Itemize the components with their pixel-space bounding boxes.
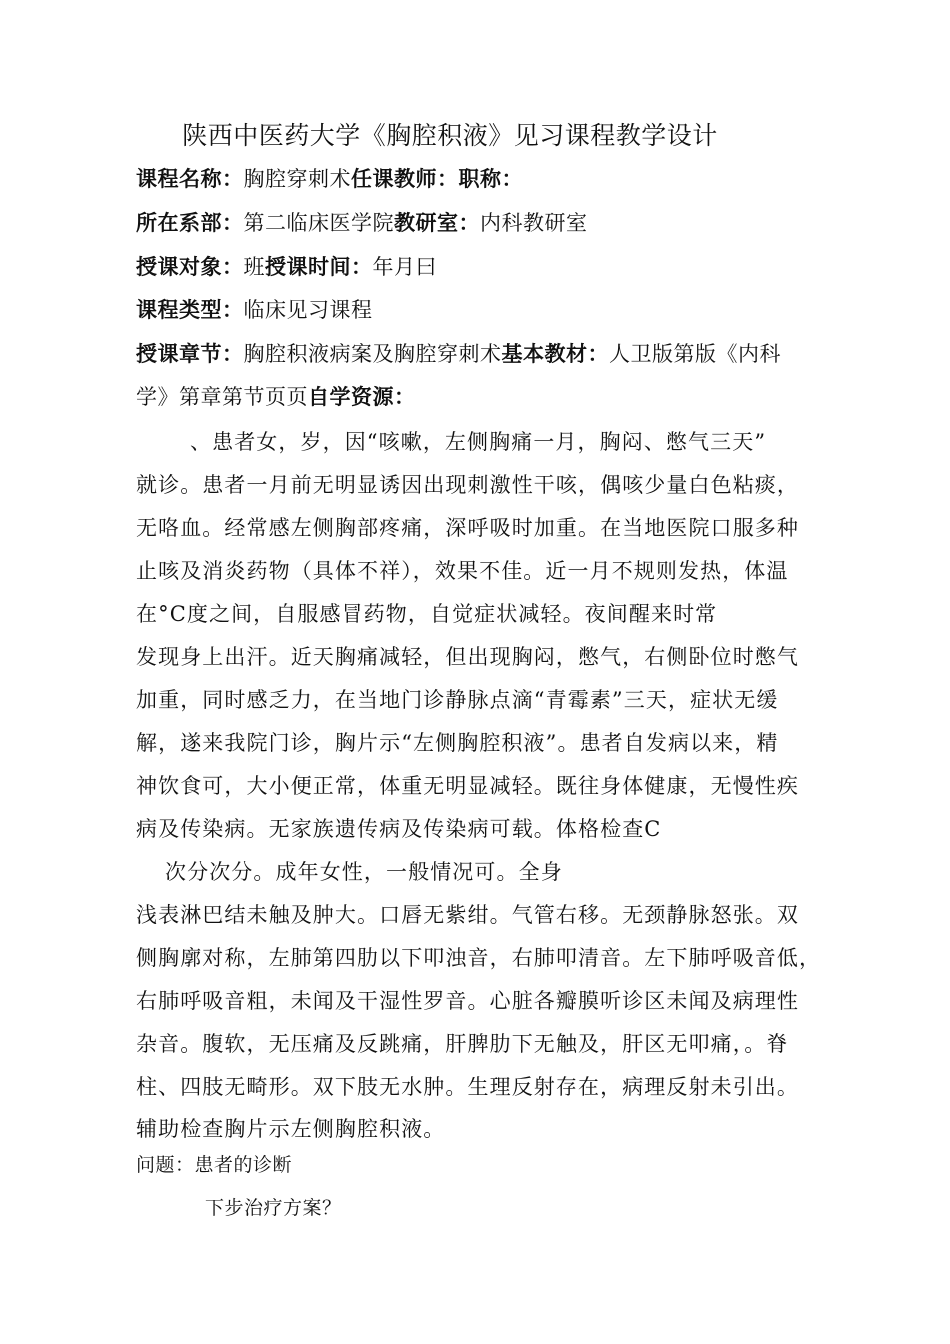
textbook-label: 基本教材： (501, 342, 609, 366)
course-type-row (136, 295, 373, 325)
case-line: 次分次分。成年女性，一般情况可。全身 (165, 860, 563, 884)
type-value: 临床见习课程 (243, 298, 373, 322)
case-line: 浅表淋巴结未触及肿大。口唇无紫绀。气管右移。无颈静脉怒张。双 (136, 903, 799, 927)
case-line: 加重，同时感乏力，在当地门诊静脉点滴“青霉素”三天，症状无缓 (136, 688, 779, 712)
case-line: 病及传染病。无家族遗传病及传染病可载。体格检查C (136, 817, 662, 841)
question-treatment: 下步治疗方案？ (205, 1197, 342, 1219)
time-value: 年月曰 (372, 255, 437, 279)
teacher-label: 任课教师： (351, 167, 459, 191)
time-label: 授课时间： (265, 255, 373, 279)
target-label: 授课对象： (136, 255, 244, 279)
rank-label: 职称： (458, 167, 523, 191)
case-line: 神饮食可，大小便正常，体重无明显减轻。既往身体健康，无慢性疾 (136, 774, 799, 798)
department-row (136, 208, 588, 238)
type-label: 课程类型： (136, 298, 244, 322)
textbook-continued-row (136, 382, 416, 412)
chapter-row (136, 339, 781, 369)
target-row (136, 252, 437, 282)
dept-value: 第二临床医学院 (243, 211, 394, 235)
case-line: 、患者女，岁，因“咳嗽，左侧胸痛一月，胸闷、憋气三天” (190, 430, 767, 454)
chapter-value: 胸腔积液病案及胸腔穿刺术 (243, 342, 502, 366)
case-line: 杂音。腹软，无压痛及反跳痛，肝脾肋下无触及，肝区无叩痛，。脊 (136, 1032, 789, 1056)
self-study-label: 自学资源： (308, 385, 416, 409)
case-line: 解，遂来我院门诊，胸片示“左侧胸腔积液”。患者自发病以来，精 (136, 731, 779, 755)
case-line: 就诊。患者一月前无明显诱因出现刺激性干咳，偶咳少量白色粘痰， (136, 473, 799, 497)
case-line: 辅助检查胸片示左侧胸腔积液。 (136, 1117, 446, 1141)
case-line: 右肺呼吸音粗，未闻及干湿性罗音。心脏各瓣膜听诊区未闻及病理性 (136, 989, 799, 1013)
question-diagnosis: 问题：患者的诊断 (136, 1154, 293, 1176)
case-line: 发现身上出汗。近天胸痛减轻，但出现胸闷，憋气，右侧卧位时憋气 (136, 645, 799, 669)
course-name-label: 课程名称： (136, 167, 244, 191)
office-label: 教研室： (394, 211, 480, 235)
dept-label: 所在系部： (136, 211, 244, 235)
case-line: 柱、四肢无畸形。双下肢无水肿。生理反射存在，病理反射未引出。 (136, 1075, 799, 1099)
textbook-value: 人卫版第版《内科 (609, 342, 781, 366)
page-title: 陕西中医药大学《胸腔积液》见习课程教学设计 (182, 121, 718, 150)
office-value: 内科教研室 (480, 211, 588, 235)
case-line: 止咳及消炎药物（具体不祥），效果不佳。近一月不规则发热，体温 (136, 559, 789, 583)
case-line: 在°C度之间，自服感冒药物，自觉症状减轻。夜间醒来时常 (136, 602, 718, 626)
chapter-label: 授课章节： (136, 342, 244, 366)
case-line: 侧胸廓对称，左肺第四肋以下叩浊音，右肺叩清音。左下肺呼吸音低， (136, 946, 822, 970)
course-name-value: 胸腔穿刺术 (243, 167, 351, 191)
target-value: 班 (243, 255, 265, 279)
case-line: 无咯血。经常感左侧胸部疼痛，深呼吸时加重。在当地医院口服多种 (136, 516, 799, 540)
textbook-value-cont: 学》第章第节页页 (136, 385, 308, 409)
course-name-row (136, 164, 523, 194)
